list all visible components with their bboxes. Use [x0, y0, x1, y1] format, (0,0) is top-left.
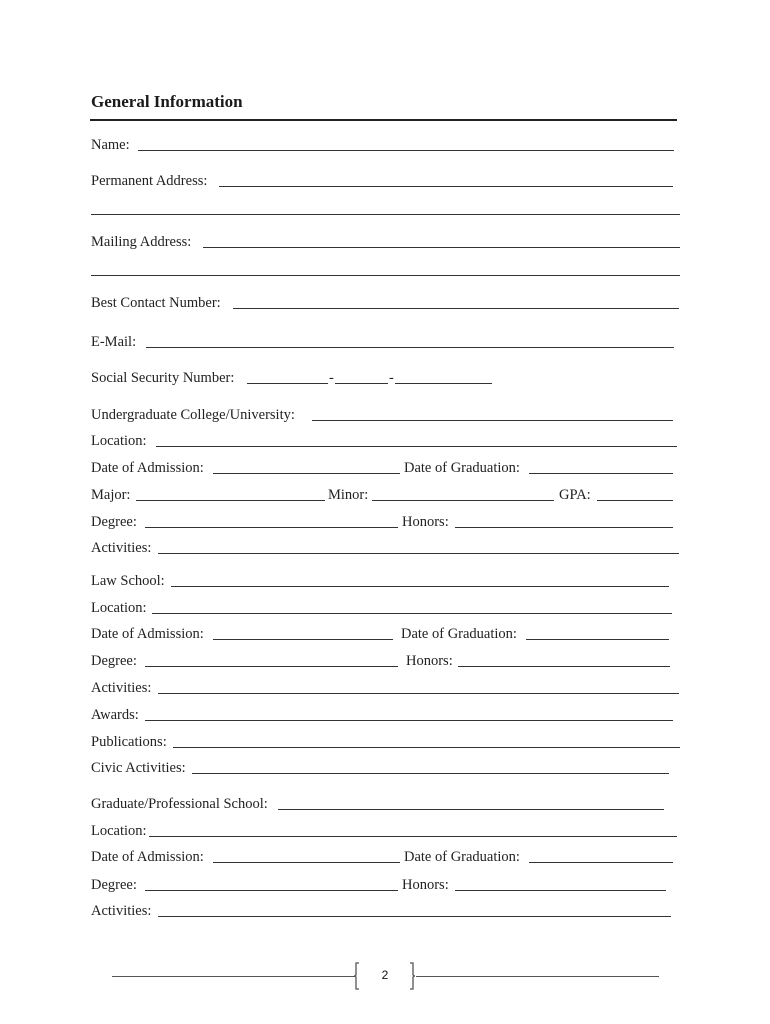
law-location-label: Location: [91, 600, 147, 616]
footer-right-bracket-icon [409, 962, 415, 990]
law-degree-label: Degree: [91, 653, 137, 669]
ug-admission-field[interactable] [213, 473, 400, 474]
grad-school-field[interactable] [278, 809, 664, 810]
ug-honors-field[interactable] [455, 527, 673, 528]
page-number: 2 [381, 968, 389, 982]
grad-admission-field[interactable] [213, 862, 400, 863]
grad-activities-label: Activities: [91, 903, 152, 919]
grad-school-label: Graduate/Professional School: [91, 796, 268, 812]
law-honors-label: Honors: [406, 653, 453, 669]
grad-location-label: Location: [91, 823, 147, 839]
law-school-label: Law School: [91, 573, 165, 589]
law-admission-label: Date of Admission: [91, 626, 204, 642]
ug-major-field[interactable] [136, 500, 325, 501]
law-admission-field[interactable] [213, 639, 393, 640]
grad-activities-field[interactable] [158, 916, 671, 917]
ug-degree-label: Degree: [91, 514, 137, 530]
ug-minor-label: Minor: [328, 487, 369, 503]
grad-degree-label: Degree: [91, 877, 137, 893]
name-label: Name: [91, 137, 130, 153]
ug-gpa-field[interactable] [597, 500, 673, 501]
law-civic-label: Civic Activities: [91, 760, 186, 776]
ssn-field-part3[interactable] [395, 383, 492, 384]
mailing-address-field-line2[interactable] [91, 275, 680, 276]
email-field[interactable] [146, 347, 674, 348]
grad-degree-field[interactable] [145, 890, 398, 891]
ssn-dash-2: - [389, 370, 394, 386]
ssn-dash-1: - [329, 370, 334, 386]
law-graduation-label: Date of Graduation: [401, 626, 517, 642]
grad-honors-label: Honors: [402, 877, 449, 893]
undergrad-label: Undergraduate College/University: [91, 407, 295, 423]
ug-degree-field[interactable] [145, 527, 398, 528]
footer-rule-left [112, 976, 355, 977]
law-honors-field[interactable] [458, 666, 670, 667]
law-civic-field[interactable] [192, 773, 669, 774]
section-title: General Information [91, 92, 243, 111]
mailing-address-label: Mailing Address: [91, 234, 192, 250]
footer-rule-right [416, 976, 659, 977]
section-divider [90, 119, 677, 121]
undergrad-field[interactable] [312, 420, 673, 421]
ug-honors-label: Honors: [402, 514, 449, 530]
permanent-address-field[interactable] [219, 186, 673, 187]
best-contact-field[interactable] [233, 308, 679, 309]
ug-admission-label: Date of Admission: [91, 460, 204, 476]
law-publications-label: Publications: [91, 734, 167, 750]
grad-graduation-label: Date of Graduation: [404, 849, 520, 865]
best-contact-label: Best Contact Number: [91, 295, 221, 311]
ug-location-label: Location: [91, 433, 147, 449]
ssn-label: Social Security Number: [91, 370, 235, 386]
ug-minor-field[interactable] [372, 500, 554, 501]
mailing-address-field[interactable] [203, 247, 680, 248]
grad-graduation-field[interactable] [529, 862, 673, 863]
law-awards-label: Awards: [91, 707, 139, 723]
permanent-address-label: Permanent Address: [91, 173, 208, 189]
email-label: E-Mail: [91, 334, 137, 350]
law-activities-field[interactable] [158, 693, 679, 694]
ug-graduation-field[interactable] [529, 473, 673, 474]
ug-location-field[interactable] [156, 446, 677, 447]
ug-graduation-label: Date of Graduation: [404, 460, 520, 476]
law-graduation-field[interactable] [526, 639, 669, 640]
ug-gpa-label: GPA: [559, 487, 591, 503]
ssn-field-part2[interactable] [335, 383, 388, 384]
law-degree-field[interactable] [145, 666, 398, 667]
ug-activities-field[interactable] [158, 553, 679, 554]
grad-location-field[interactable] [149, 836, 677, 837]
grad-admission-label: Date of Admission: [91, 849, 204, 865]
law-awards-field[interactable] [145, 720, 673, 721]
grad-honors-field[interactable] [455, 890, 666, 891]
law-school-field[interactable] [171, 586, 669, 587]
name-field[interactable] [138, 150, 674, 151]
ssn-field-part1[interactable] [247, 383, 328, 384]
law-publications-field[interactable] [173, 747, 680, 748]
law-activities-label: Activities: [91, 680, 152, 696]
permanent-address-field-line2[interactable] [91, 214, 680, 215]
footer-left-bracket-icon [354, 962, 360, 990]
law-location-field[interactable] [152, 613, 672, 614]
ug-major-label: Major: [91, 487, 131, 503]
ug-activities-label: Activities: [91, 540, 152, 556]
